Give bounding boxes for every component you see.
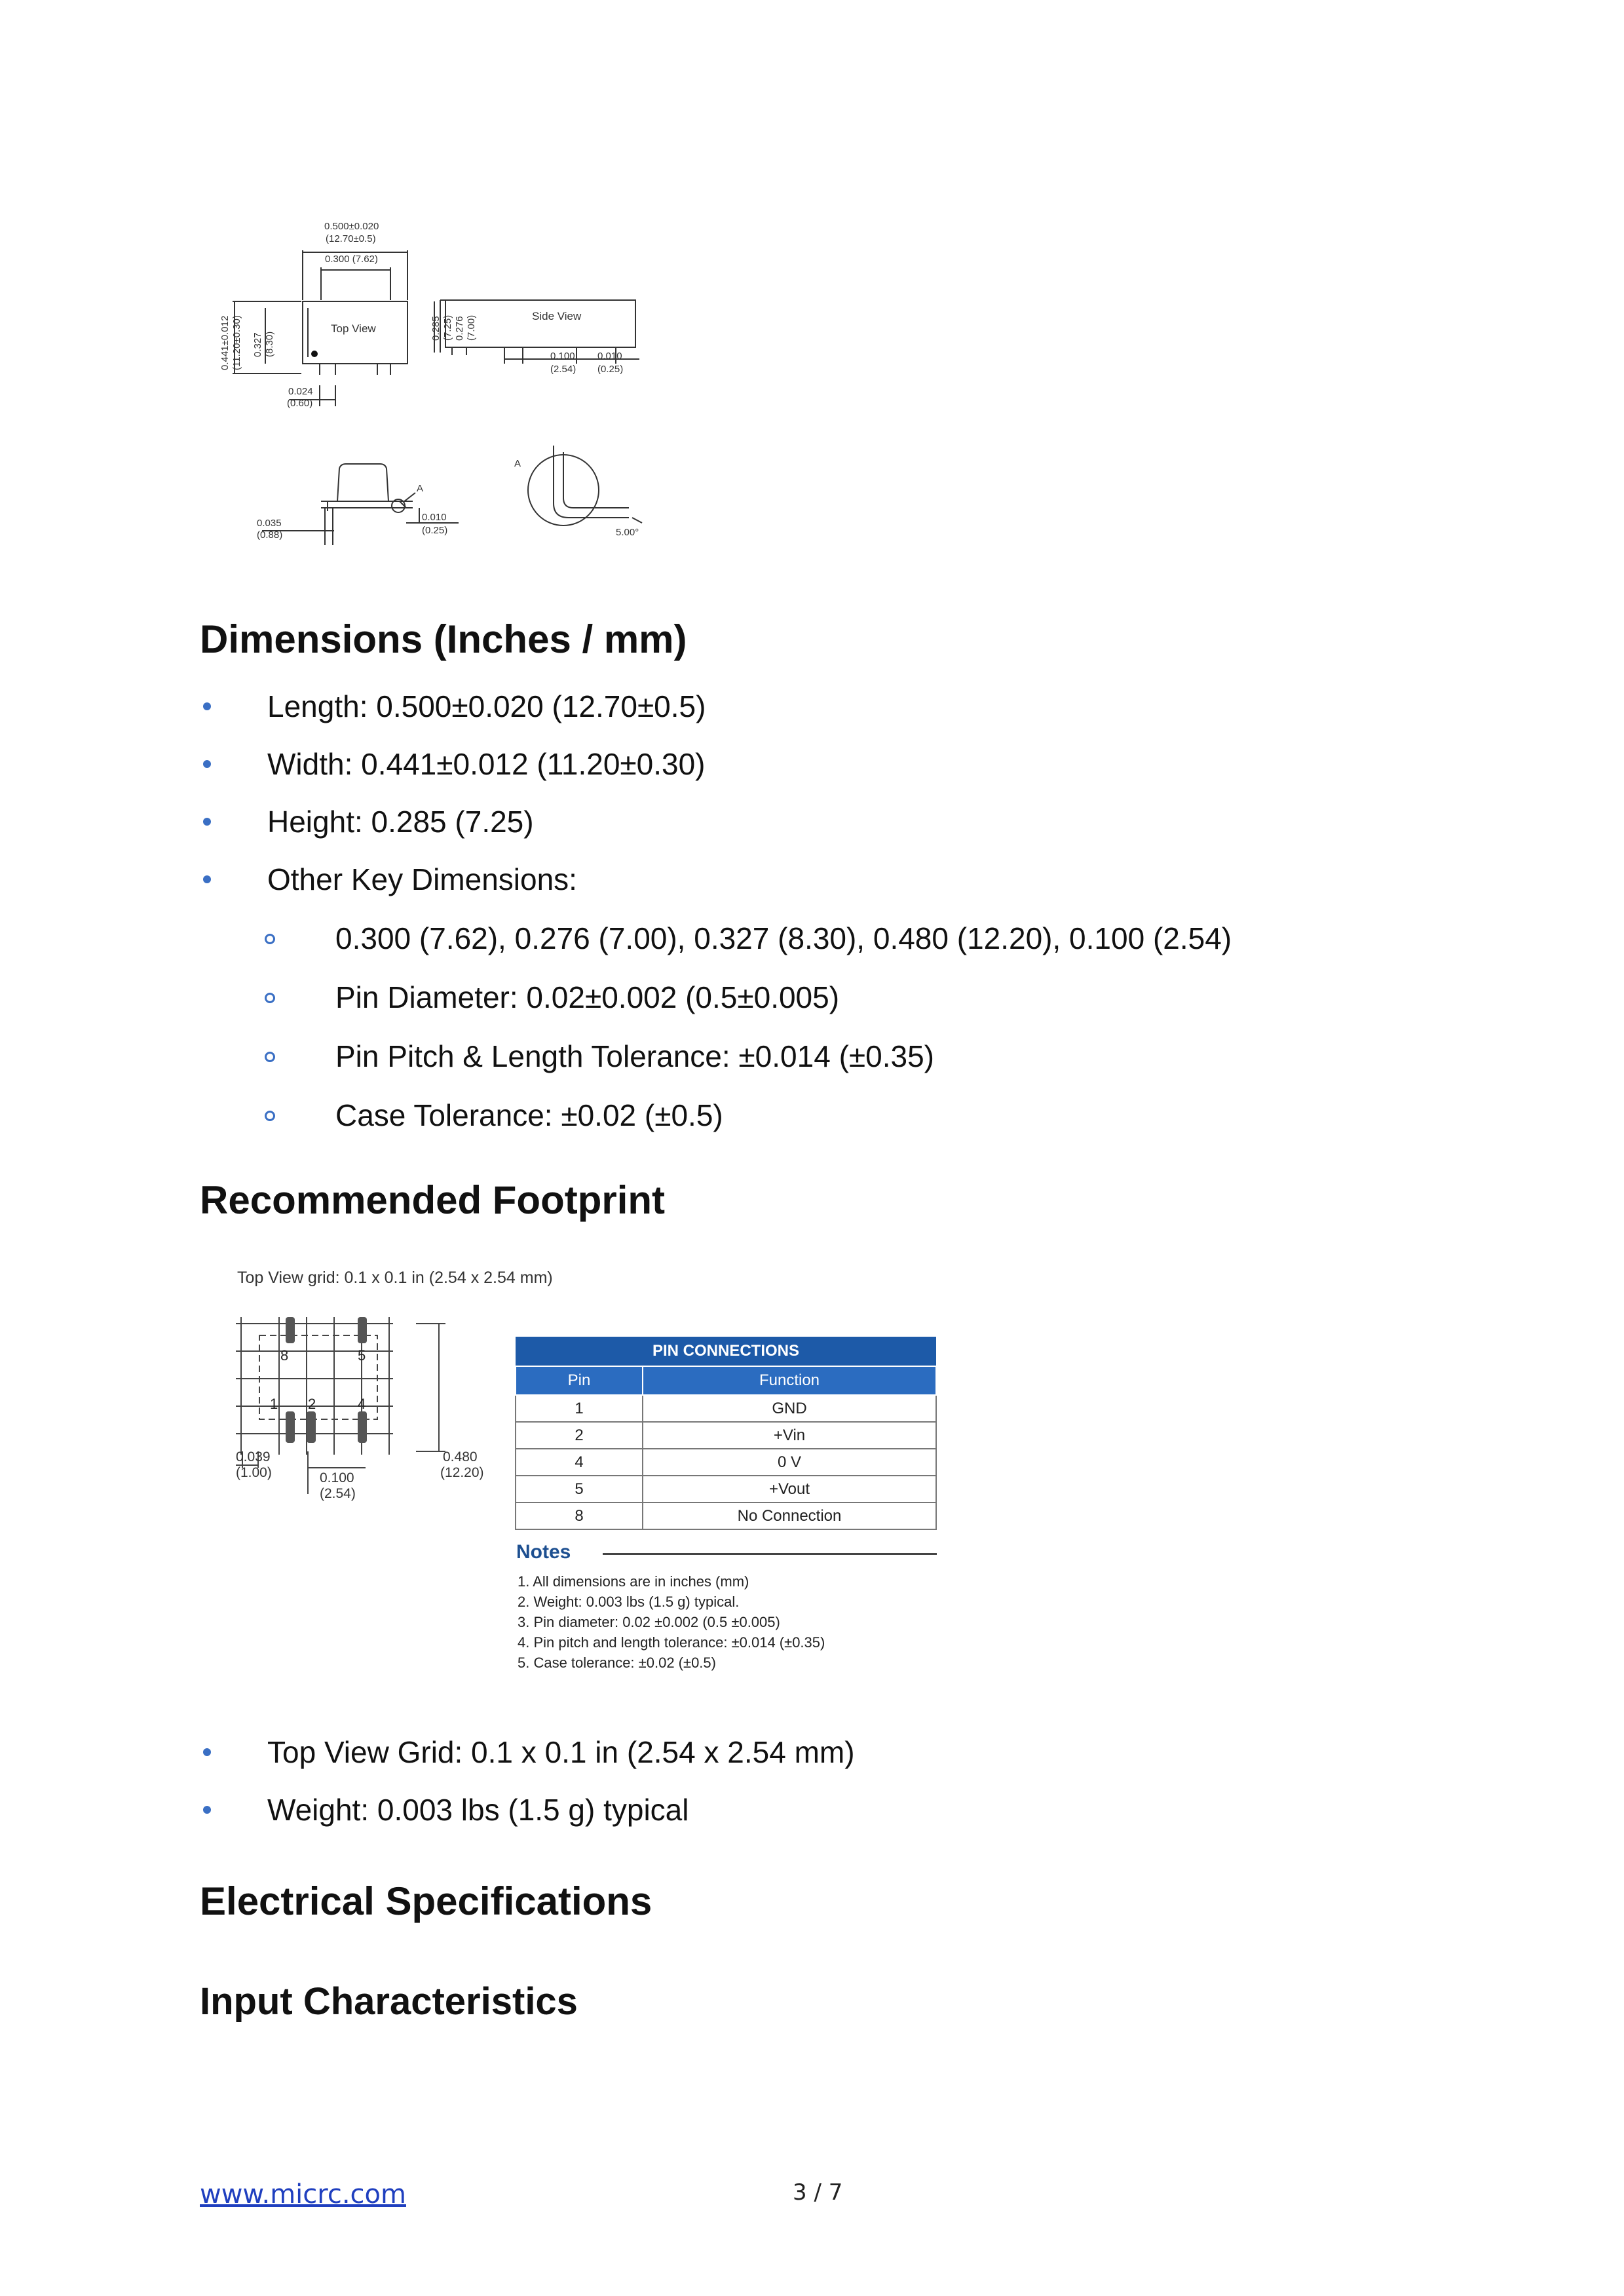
dim-side-100-mm: (2.54) (550, 364, 576, 375)
dim-327: 0.327 (252, 332, 263, 357)
dim-285: 0.285 (430, 316, 442, 341)
dim-lead-010-mm: (0.25) (422, 525, 448, 536)
pin-cell: 4 (516, 1449, 643, 1476)
bullet-icon (203, 1748, 211, 1756)
dim-side-010: 0.010 (597, 351, 622, 362)
notes-list (518, 1571, 825, 1673)
list-item: Length: 0.500±0.020 (12.70±0.5) (267, 689, 706, 723)
notes-divider (603, 1553, 937, 1555)
dim-100-mm: (2.54) (320, 1486, 356, 1501)
lead-view-profile (328, 464, 406, 511)
dim-pin-span: 0.300 (7.62) (325, 254, 378, 265)
dim-327-mm: (8.30) (264, 331, 275, 357)
side-view-label: Side View (532, 310, 582, 322)
bullet-icon (203, 875, 211, 883)
function-cell: No Connection (643, 1502, 936, 1529)
top-view-label: Top View (331, 322, 376, 335)
dim-side-010-mm: (0.25) (597, 364, 624, 375)
function-cell: 0 V (643, 1449, 936, 1476)
dim-width-mm: (11.20±0.30) (231, 315, 242, 370)
list-item: Height: 0.285 (7.25) (267, 805, 534, 839)
footprint-grid-drawing (229, 1304, 504, 1540)
sub-list-item: Pin Diameter: 0.02±0.002 (0.5±0.005) (335, 980, 840, 1014)
pin-cell: 2 (516, 1422, 643, 1449)
notes-title: Notes (516, 1541, 571, 1563)
sub-bullet-icon (265, 1111, 275, 1121)
list-item: Other Key Dimensions: (267, 862, 577, 896)
dim-side-100: 0.100 (550, 351, 575, 362)
dim-276-mm: (7.00) (466, 315, 477, 341)
list-item: Width: 0.441±0.012 (11.20±0.30) (267, 747, 706, 781)
pin-label: 8 (280, 1347, 289, 1364)
note-item: 5. Case tolerance: ±0.02 (±0.5) (518, 1655, 716, 1671)
function-cell: +Vout (643, 1476, 936, 1502)
grid-caption: Top View grid: 0.1 x 0.1 in (2.54 x 2.54 mm) (237, 1269, 553, 1287)
note-item: 2. Weight: 0.003 lbs (1.5 g) typical. (518, 1594, 740, 1610)
note-item: 4. Pin pitch and length tolerance: ±0.014 (±0.35) (518, 1634, 825, 1651)
table-row (516, 1395, 936, 1422)
input-characteristics-heading: Input Characteristics (200, 1980, 578, 2023)
table-row (516, 1449, 936, 1476)
sub-list-item: Case Tolerance: ±0.02 (±0.5) (335, 1098, 723, 1132)
dim-035: 0.035 (257, 518, 282, 529)
bullet-icon (203, 702, 211, 710)
pin-column-header: Pin (516, 1366, 643, 1395)
dim-285-mm: (7.25) (442, 315, 453, 341)
page-number: 3 / 7 (793, 2179, 843, 2206)
dimensions-heading: Dimensions (Inches / mm) (200, 617, 687, 661)
note-item: 3. Pin diameter: 0.02 ±0.002 (0.5 ±0.005) (518, 1614, 780, 1630)
pin-table-title: PIN CONNECTIONS (516, 1337, 936, 1366)
mechanical-drawing (197, 210, 668, 564)
sub-bullet-icon (265, 993, 275, 1003)
sub-bullet-icon (265, 934, 275, 944)
table-row (516, 1502, 936, 1529)
dim-100: 0.100 (320, 1470, 354, 1485)
dim-pin-mm: (0.60) (287, 398, 313, 409)
pin-cell: 5 (516, 1476, 643, 1502)
dim-lead-010: 0.010 (422, 512, 447, 523)
sub-list-item: Pin Pitch & Length Tolerance: ±0.014 (±0.35) (335, 1039, 934, 1073)
dim-276: 0.276 (454, 316, 465, 341)
dim-039-mm: (1.00) (236, 1465, 272, 1480)
footprint-heading: Recommended Footprint (200, 1178, 666, 1222)
table-row (516, 1422, 936, 1449)
function-column-header: Function (643, 1366, 936, 1395)
detail-a-marker: A (417, 483, 424, 494)
bullet-icon (203, 760, 211, 768)
list-item: Weight: 0.003 lbs (1.5 g) typical (267, 1793, 689, 1827)
detail-a-label: A (514, 458, 521, 469)
dim-039: 0.039 (236, 1449, 271, 1464)
function-cell: +Vin (643, 1422, 936, 1449)
note-item: 1. All dimensions are in inches (mm) (518, 1573, 749, 1590)
angle-label: 5.00° (616, 527, 639, 538)
dim-length-mm: (12.70±0.5) (326, 233, 376, 244)
footer-website-link[interactable]: www.micrc.com (200, 2179, 406, 2210)
bullet-icon (203, 1806, 211, 1814)
table-row (516, 1476, 936, 1502)
dim-480: 0.480 (443, 1449, 478, 1464)
list-item: Top View Grid: 0.1 x 0.1 in (2.54 x 2.54 mm) (267, 1735, 855, 1769)
bullet-icon (203, 818, 211, 826)
dim-length: 0.500±0.020 (324, 221, 379, 232)
pin-cell: 8 (516, 1502, 643, 1529)
pin-connections-table (515, 1337, 937, 1530)
pin-label: 2 (308, 1396, 316, 1412)
dim-480-mm: (12.20) (440, 1465, 484, 1480)
electrical-heading: Electrical Specifications (200, 1879, 652, 1923)
pin-label: 1 (270, 1396, 278, 1412)
function-cell: GND (643, 1395, 936, 1422)
dim-pin: 0.024 (288, 386, 313, 397)
pin-label: 4 (358, 1396, 366, 1412)
sub-list-item: 0.300 (7.62), 0.276 (7.00), 0.327 (8.30), 0.480 (12.20), 0.100 (2.54) (335, 921, 1232, 955)
dim-width: 0.441±0.012 (219, 315, 231, 370)
dim-035-mm: (0.88) (257, 529, 283, 541)
pin-cell: 1 (516, 1395, 643, 1422)
pin-label: 5 (358, 1347, 366, 1364)
sub-bullet-icon (265, 1052, 275, 1062)
